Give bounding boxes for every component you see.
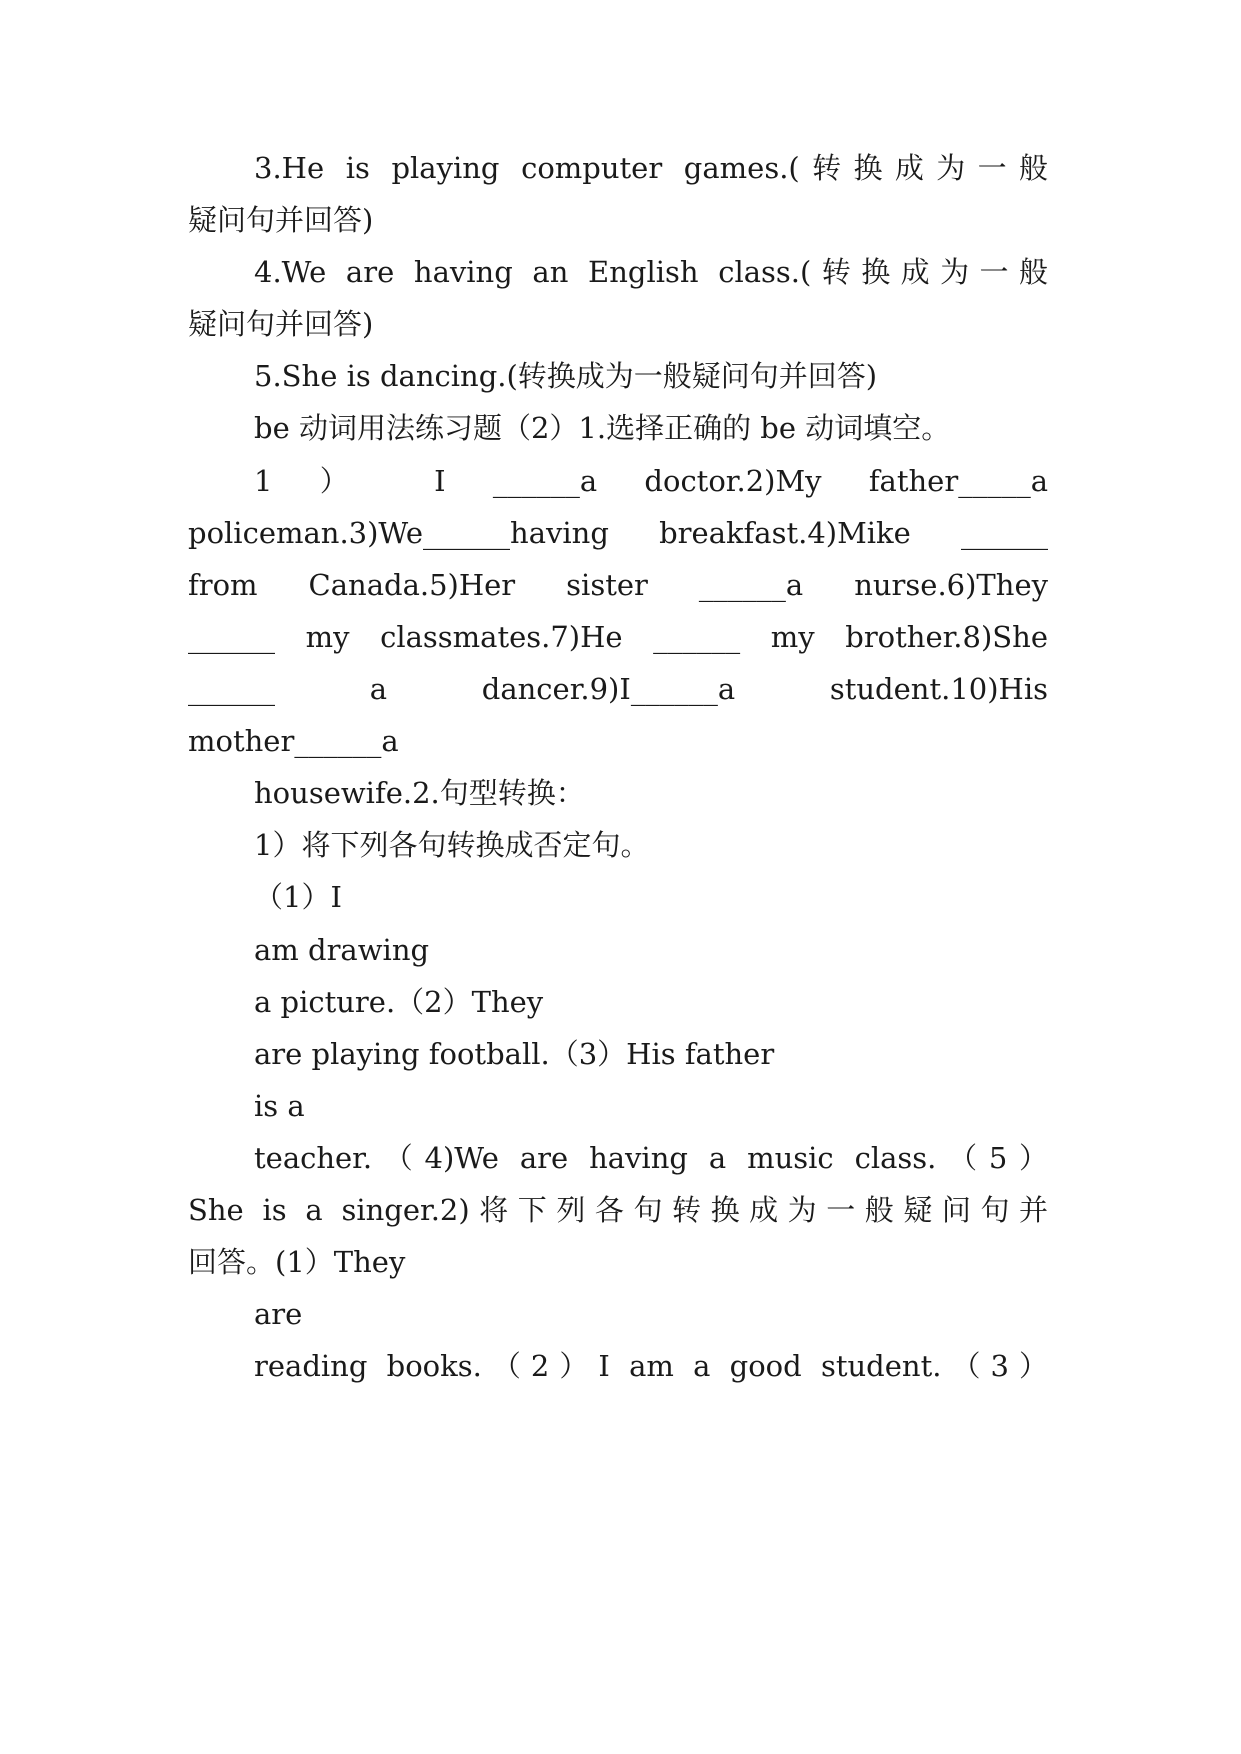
text-line-18: are playing football.（3）His father	[254, 1037, 775, 1071]
text-line-11: ______ a dancer.9)I______a student.10)His	[188, 672, 1048, 706]
text-line-21: She is a singer.2)将下列各句转换成为一般疑问句并	[188, 1193, 1048, 1227]
text-line-9: from Canada.5)Her sister ______a nurse.6)They	[188, 568, 1048, 602]
text-line-8: policeman.3)We______having breakfast.4)Mike ______	[188, 516, 1048, 550]
text-line-5: 5.She is dancing.(转换成为一般疑问句并回答)	[254, 359, 878, 393]
text-line-13: housewife.2.句型转换：	[254, 776, 585, 810]
text-line-16: am drawing	[254, 933, 430, 967]
text-line-19: is a	[254, 1089, 305, 1123]
text-line-6: be 动词用法练习题（2）1.选择正确的 be 动词填空。	[254, 411, 951, 445]
text-line-17: a picture.（2）They	[254, 985, 544, 1019]
text-line-12: mother______a	[188, 724, 399, 758]
text-line-15: （1）I	[254, 880, 342, 914]
text-line-3: 4.We are having an English class.(转换成为一般	[254, 255, 1048, 289]
text-line-22: 回答。(1）They	[188, 1245, 406, 1279]
text-line-7: 1 ） I ______a doctor.2)My father_____a	[254, 464, 1048, 498]
text-line-23: are	[254, 1297, 303, 1331]
text-line-20: teacher.（4)We are having a music class.（5）	[254, 1141, 1048, 1175]
text-line-10: ______ my classmates.7)He ______ my brother.8)She	[188, 620, 1048, 654]
text-line-4: 疑问句并回答)	[188, 307, 374, 341]
text-line-2: 疑问句并回答)	[188, 203, 374, 237]
text-line-14: 1）将下列各句转换成否定句。	[254, 828, 650, 862]
text-line-1: 3.He is playing computer games.(转换成为一般	[254, 151, 1048, 185]
text-line-24: reading books.（2）I am a good student.（3）	[254, 1349, 1048, 1383]
